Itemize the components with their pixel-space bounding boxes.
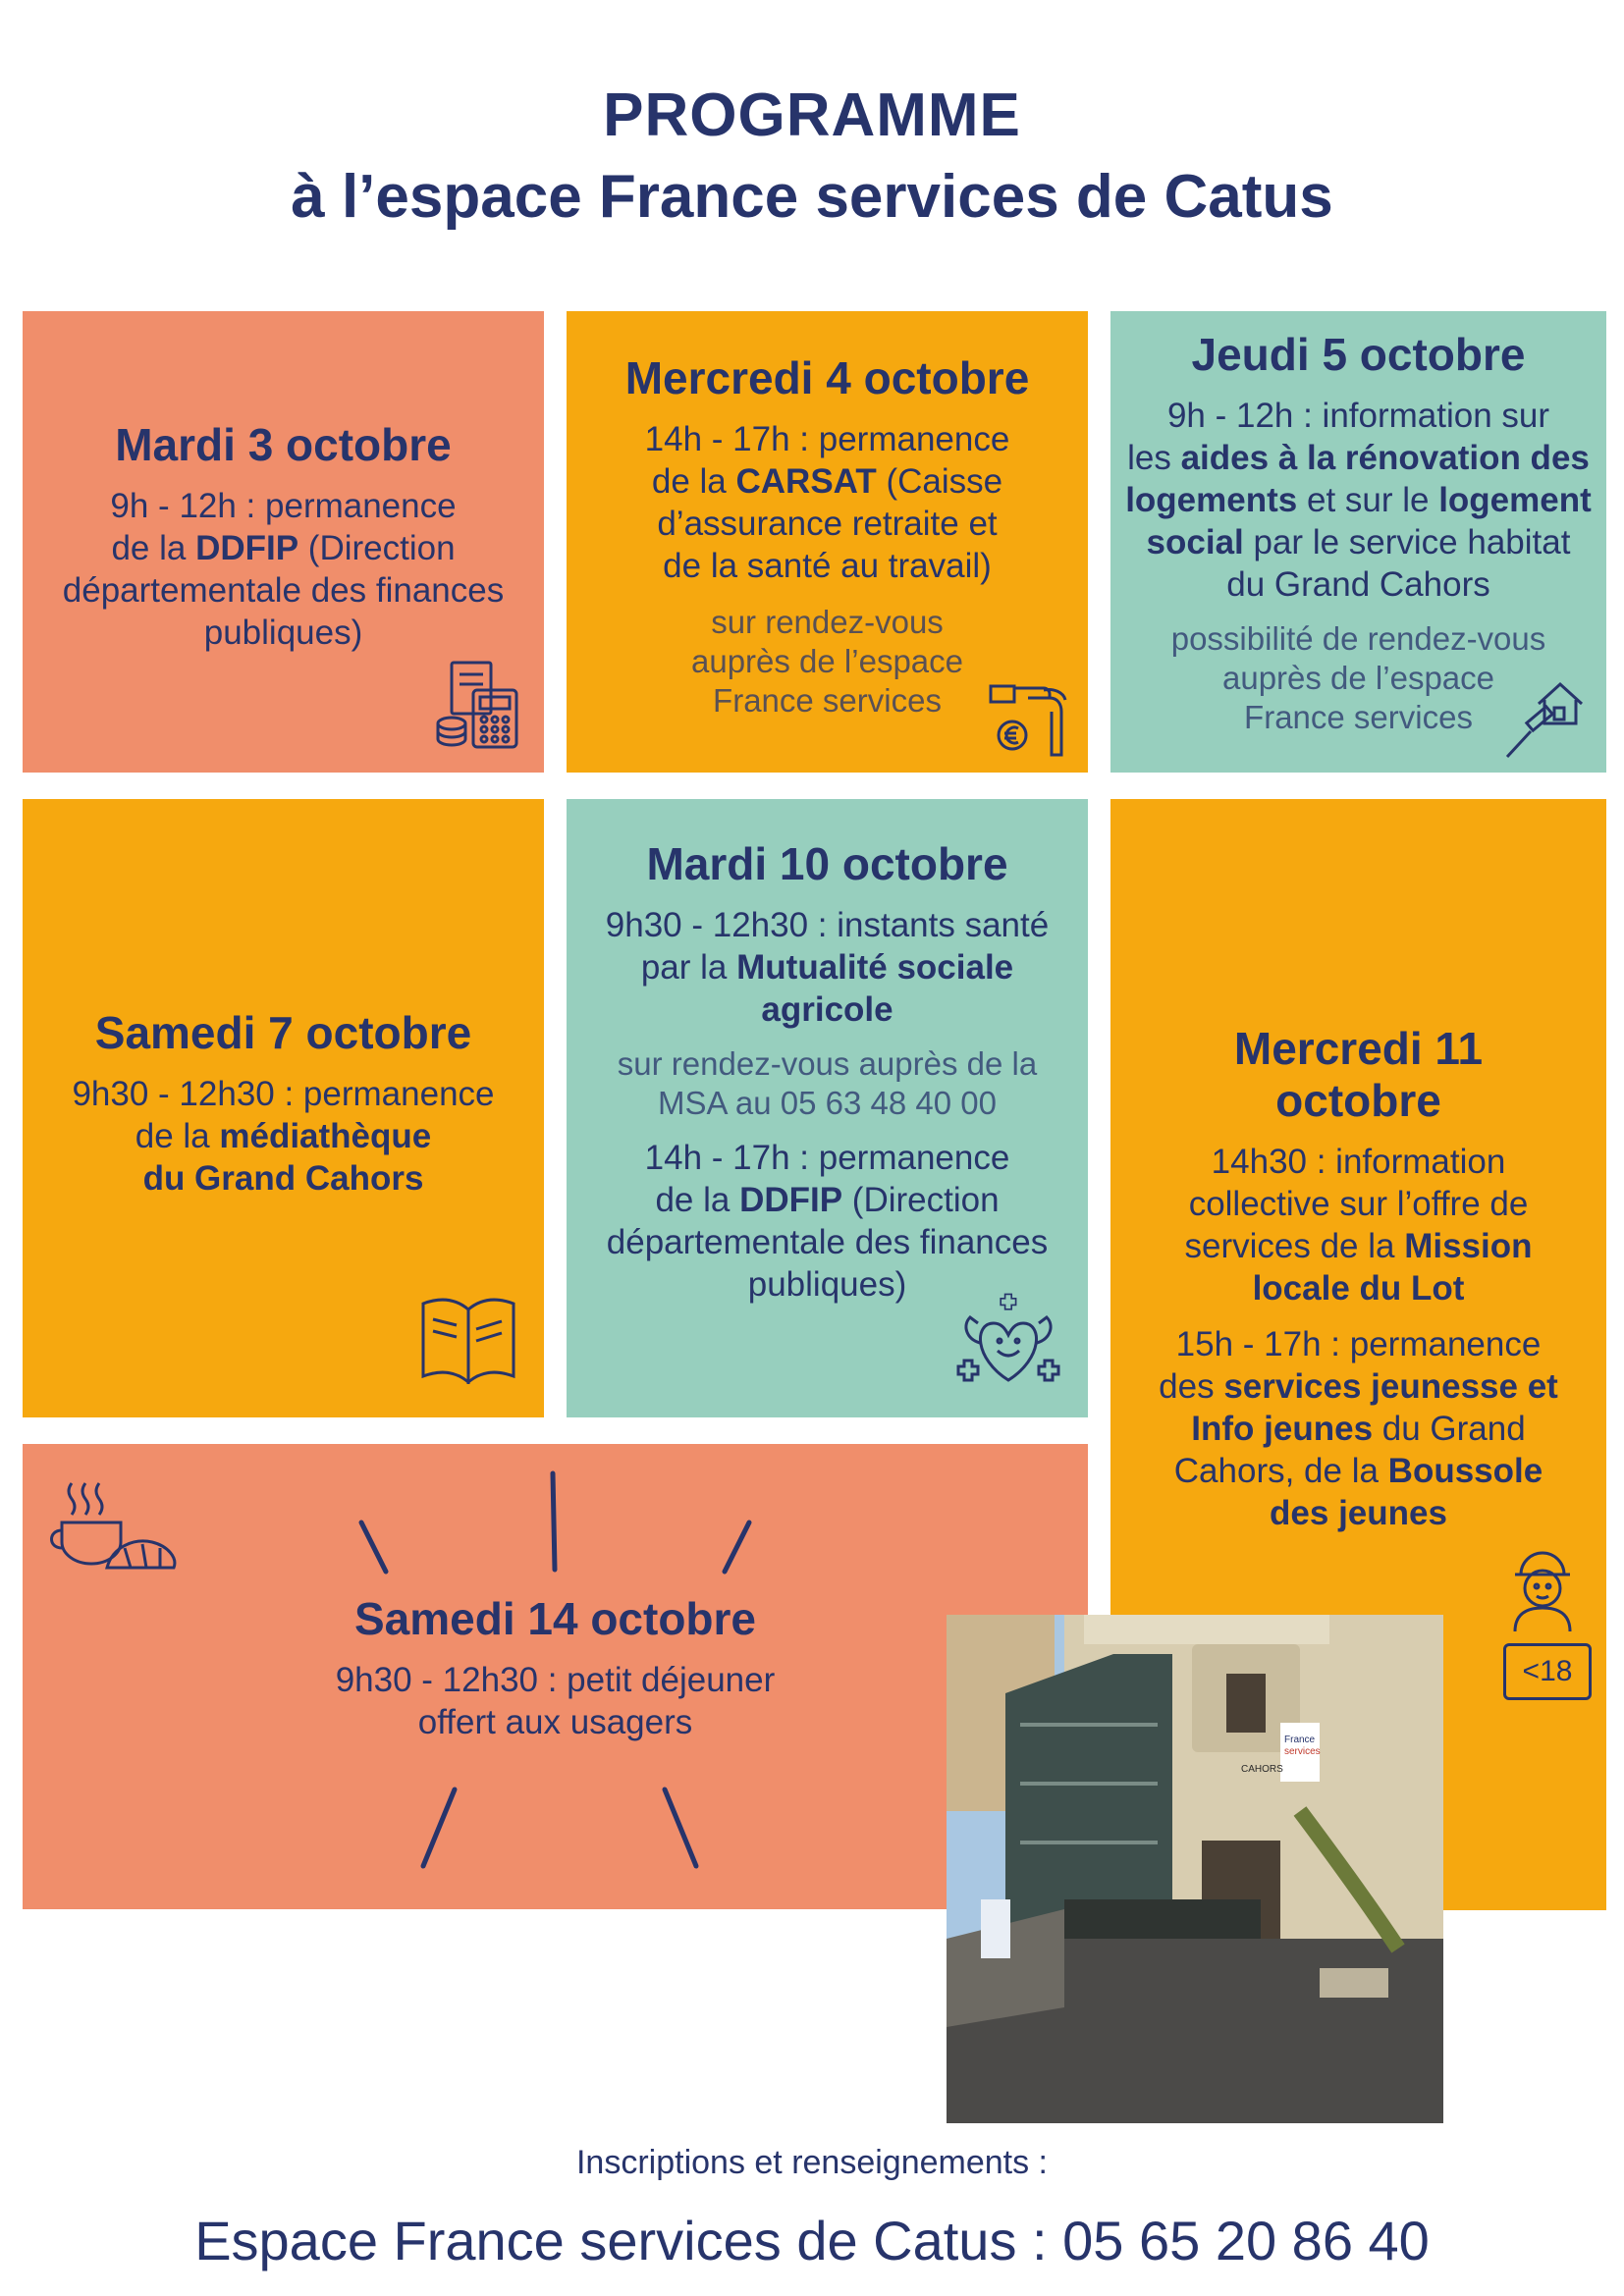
event-line: logements et sur le logement <box>1125 480 1592 519</box>
event-line: offert aux usagers <box>417 1702 693 1741</box>
event-mercredi-4 <box>567 311 1088 773</box>
event-line: du Grand Cahors <box>1226 564 1490 604</box>
event-date: Samedi 14 octobre <box>353 1593 757 1644</box>
event-mardi-3 <box>23 311 544 773</box>
event-line: départementale des finances <box>62 570 505 610</box>
event-note: auprès de l’espace <box>1221 659 1495 696</box>
event-line: 15h - 17h : permanence <box>1175 1324 1542 1363</box>
event-date: octobre <box>1275 1074 1441 1126</box>
book-icon <box>415 1290 523 1398</box>
event-date: Mercredi 4 octobre <box>624 352 1030 403</box>
building-photo <box>947 1615 1443 2123</box>
event-line: agricole <box>761 989 893 1029</box>
event-line: collective sur l’offre de <box>1188 1184 1529 1223</box>
event-line: par la Mutualité sociale <box>640 947 1014 987</box>
footer-label: Inscriptions et renseignements : <box>575 2144 1049 2181</box>
sun-rays <box>23 1444 1088 1909</box>
event-note: France services <box>1244 698 1473 735</box>
event-samedi-7 <box>23 799 544 1417</box>
event-date: Samedi 7 octobre <box>94 1007 472 1058</box>
event-line: de la santé au travail) <box>663 546 992 585</box>
event-date: Mardi 10 octobre <box>646 838 1008 889</box>
event-line: 9h30 - 12h30 : instants santé <box>605 905 1050 944</box>
calculator-icon <box>430 655 528 753</box>
event-date: Mercredi 11 <box>1233 1023 1484 1074</box>
event-line: Cahors, de la Boussole <box>1173 1451 1543 1490</box>
event-line: Info jeunes du Grand <box>1191 1409 1526 1448</box>
event-samedi-14 <box>23 1444 1088 1909</box>
event-date: Mardi 3 octobre <box>115 419 452 470</box>
event-line: 14h - 17h : permanence <box>644 419 1010 458</box>
footer-contact: Espace France services de Catus : 05 65 20 86 40 <box>194 2210 1430 2271</box>
hand-euro-icon <box>989 674 1077 763</box>
event-line: 9h - 12h : information sur <box>1166 396 1550 435</box>
event-line: de la médiathèque <box>135 1116 432 1155</box>
event-note: MSA au 05 63 48 40 00 <box>658 1084 997 1121</box>
event-date: Jeudi 5 octobre <box>1191 329 1526 380</box>
event-line: de la CARSAT (Caisse <box>651 461 1003 501</box>
event-note: sur rendez-vous <box>711 603 944 640</box>
event-line: services de la Mission <box>1184 1226 1533 1265</box>
event-line: d’assurance retraite et <box>657 504 998 543</box>
event-line: des services jeunesse et <box>1159 1366 1558 1406</box>
event-mardi-10 <box>567 799 1088 1417</box>
event-line: 14h30 : information <box>1211 1142 1506 1181</box>
event-line: 9h - 12h : permanence <box>110 486 457 525</box>
event-line: locale du Lot <box>1252 1268 1465 1308</box>
event-line: publiques) <box>747 1264 907 1304</box>
event-line: de la DDFIP (Direction <box>655 1180 1000 1219</box>
event-note: possibilité de rendez-vous <box>1170 619 1546 657</box>
heart-health-icon <box>945 1290 1072 1398</box>
sign-line2: services <box>1284 1746 1321 1757</box>
event-line: des jeunes <box>1270 1493 1447 1532</box>
event-line: social par le service habitat <box>1146 522 1571 561</box>
event-line: du Grand Cahors <box>142 1158 424 1198</box>
event-line: les aides à la rénovation des <box>1127 438 1590 477</box>
event-line: départementale des finances <box>606 1222 1049 1261</box>
event-note: auprès de l’espace <box>690 642 964 679</box>
page-subtitle: à l’espace France services de Catus <box>291 163 1333 231</box>
page-title: PROGRAMME <box>603 81 1021 149</box>
sign-line1: France <box>1284 1735 1316 1745</box>
event-note: France services <box>713 681 942 719</box>
event-line: de la DDFIP (Direction <box>111 528 456 567</box>
event-jeudi-5 <box>1110 311 1606 773</box>
event-line: 9h30 - 12h30 : petit déjeuner <box>335 1660 776 1699</box>
coffee-croissant-icon <box>42 1473 180 1581</box>
house-paint-icon <box>1499 674 1588 763</box>
event-note: sur rendez-vous auprès de la <box>617 1044 1038 1082</box>
logo-text: CAHORS <box>1241 1764 1283 1775</box>
event-line: publiques) <box>203 613 363 652</box>
event-line: 9h30 - 12h30 : permanence <box>72 1074 495 1113</box>
event-line: 14h - 17h : permanence <box>644 1138 1010 1177</box>
age-badge: <18 <box>1503 1643 1592 1700</box>
